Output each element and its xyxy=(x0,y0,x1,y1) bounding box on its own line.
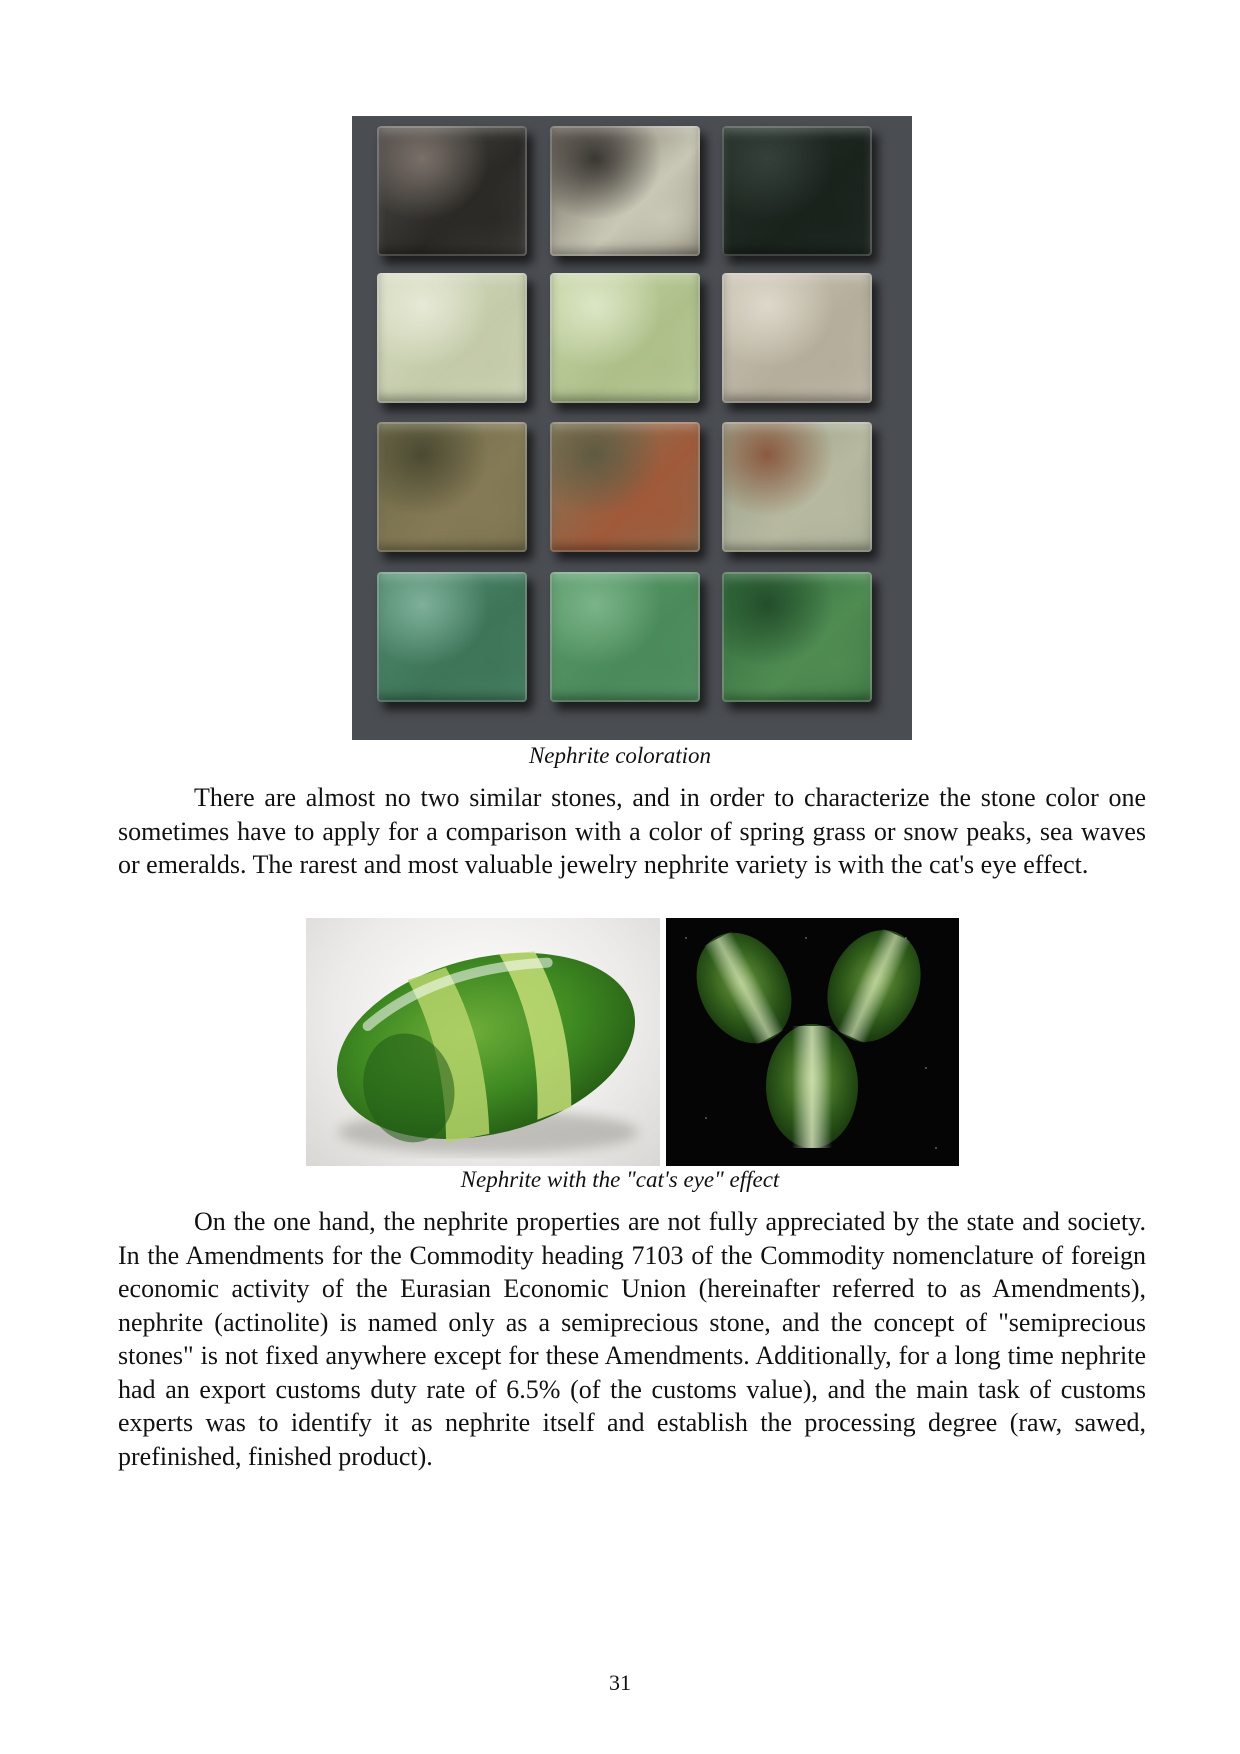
swatch-medium-green xyxy=(550,572,700,702)
paragraph-stone-colors: There are almost no two similar stones, and in order to characterize the stone color one sometimes have to apply for a comparison with a color of spring grass or snow peaks, sea waves or emeralds. The rarest and most valuable jewelry nephrite variety is with the cat's eye effect. xyxy=(118,783,1146,879)
nephrite-oval-cabochon-photo xyxy=(306,918,660,1166)
swatch-deep-green xyxy=(722,572,872,702)
swatch-green-veined xyxy=(722,422,872,552)
swatch-olive-brown xyxy=(377,422,527,552)
nephrite-coloration-figure xyxy=(352,116,912,740)
figure-caption-coloration: Nephrite coloration xyxy=(528,743,712,768)
swatch-dark-gray-mottled xyxy=(377,126,527,256)
page-number: 31 xyxy=(609,1670,631,1695)
swatch-teal-green xyxy=(377,572,527,702)
three-cats-eye-stones-image xyxy=(666,918,959,1166)
figure-caption-cats-eye: Nephrite with the "cat's eye" effect xyxy=(460,1167,780,1192)
swatch-gray-beige xyxy=(722,273,872,403)
swatch-light-green xyxy=(550,273,700,403)
paragraph-customs-amendments: On the one hand, the nephrite properties are not fully appreciated by the state and society. In the Amendments for the Commodity heading 7103 of the Commodity nomenclature of foreign economic activity of the Eurasian Economic Union (hereinafter referred to as Amendments), nephrite (actinolite) is named only as a semiprecious stone, and the concept of "semiprecious stones" is not fixed anywhere except for these Amendments. Additionally, for a long time nephrite had an export customs duty rate of 6.5% (of the customs value), and the main task of customs experts was to identify it as nephrite itself and establish the processing degree (raw, sawed, prefinished, finished product). xyxy=(118,1207,1146,1471)
cats-eye-cabochons-photo xyxy=(666,918,959,1166)
swatch-red-veined xyxy=(550,422,700,552)
swatch-black-green xyxy=(722,126,872,256)
swatch-gray-banded xyxy=(550,126,700,256)
swatch-pale-green xyxy=(377,273,527,403)
banded-cabochon-image xyxy=(306,918,660,1166)
